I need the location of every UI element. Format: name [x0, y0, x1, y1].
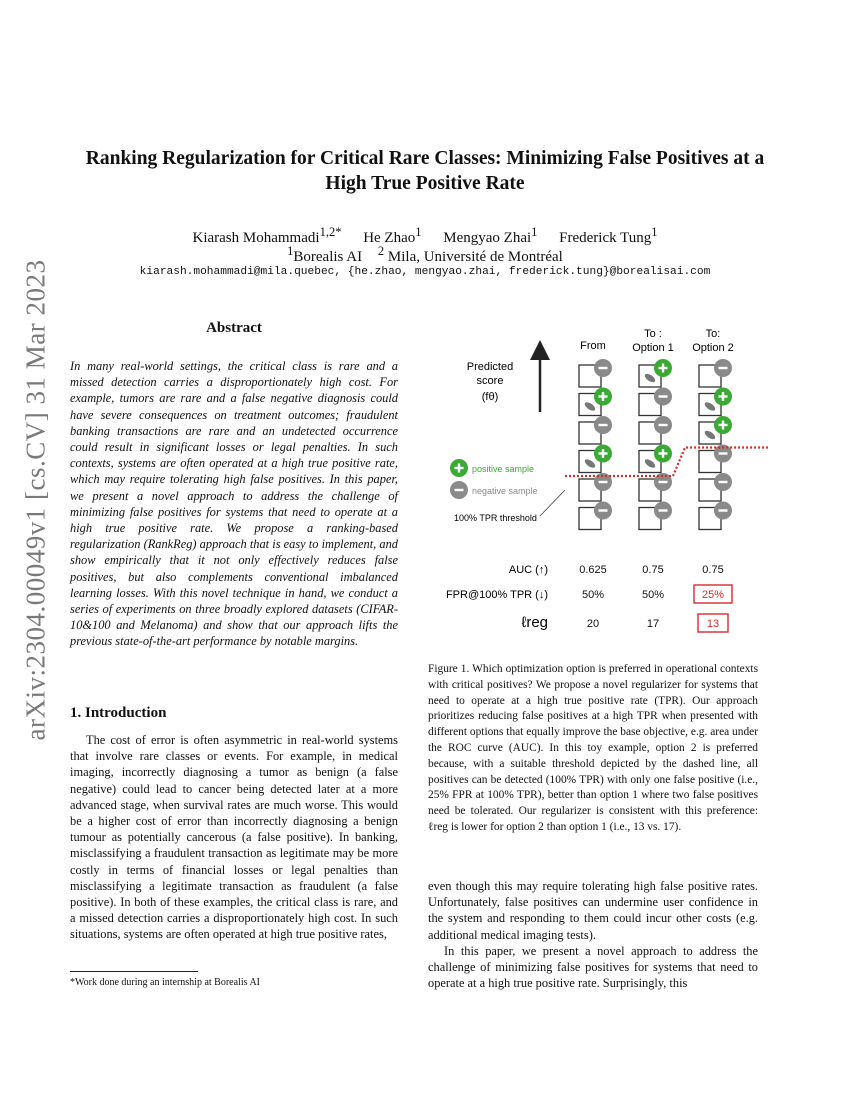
abstract-heading: Abstract — [206, 320, 262, 336]
metric-value: 0.75 — [702, 564, 724, 576]
metric-value: 13 — [706, 618, 720, 630]
ranking-column — [639, 359, 672, 530]
affiliations — [70, 244, 780, 266]
metric-value: 50% — [581, 589, 605, 601]
metric-value: 25% — [701, 589, 725, 601]
metrics-table — [446, 564, 732, 632]
axis-label-line: Predicted — [466, 361, 514, 373]
metric-value: 50% — [641, 589, 665, 601]
figure-1 — [430, 322, 770, 642]
body-paragraph: even though this may require tolerating high false positive rates. Unfortunately, false positives can undermine user confidence in the system and responding to them could incur other costs (e.g. additional medical imaging tests). — [428, 879, 758, 942]
metric-value: 0.75 — [642, 564, 664, 576]
metric-label: FPR@100% TPR (↓) — [445, 589, 548, 601]
axis-label-line: score — [476, 375, 504, 387]
ranking-column — [579, 359, 612, 530]
paper-title: Ranking Regularization for Critical Rare Classes: Minimizing False Positives at a High True Positive Rate — [85, 148, 765, 194]
metric-value: 20 — [586, 618, 600, 630]
section-heading: 1. Introduction — [70, 705, 167, 721]
metric-value: 0.625 — [579, 564, 607, 576]
axis-label-line: (fθ) — [481, 391, 499, 403]
column-header: To: — [705, 328, 721, 340]
legend-negative-label: negative sample — [472, 486, 538, 496]
ranking-columns — [565, 328, 768, 530]
body-paragraph: In this paper, we present a novel approach to address the challenge of minimizing false positives for systems that need to operate at a high true positive rate. Surprisingly, this — [428, 944, 758, 991]
metric-label: AUC (↑) — [508, 564, 548, 576]
threshold-legend-label: 100% TPR threshold — [454, 513, 537, 523]
legend — [450, 459, 538, 499]
threshold-pointer — [540, 490, 565, 516]
author: Frederick Tung$^1$ — [559, 225, 658, 246]
column-header: From — [580, 340, 606, 352]
author: Mengyao Zhai$^1$ — [443, 225, 538, 246]
author-emails: kiarash.mohammadi@mila.quebec, {he.zhao, mengyao.zhai, frederick.tung}@borealisai.com — [139, 266, 711, 278]
arxiv-stamp — [6, 259, 66, 741]
figure-1-graphic — [430, 322, 770, 642]
column-header: Option 1 — [632, 342, 674, 354]
affiliation: $^1$Borealis AI — [287, 244, 363, 265]
column-header: To : — [644, 328, 662, 340]
figure-caption: Figure 1. Which optimization option is preferred in operational contexts with critical positives? We propose a novel regularizer for systems that need to operate at a high true positive rate (TPR). Our approach prioritizes reducing false positives at a high TPR when presented with different options that equally improve the base objective, e.g. area under the ROC curve (AUC). In this toy example, option 2 is preferred because, with a suitable threshold depicted by the dashed line, all positives can be detected (100% TPR) with only one false positive (i.e., 25% FPR at 100% TPR), better than option 1 where two false positives need be tolerated. Our regularizer is consistent with this preference: ℓreg is lower for option 2 than option 1 (i.e., 13 vs. 17). — [428, 663, 758, 833]
footnote: *Work done during an internship at Borealis AI — [70, 977, 260, 988]
legend-positive-label: positive sample — [472, 464, 535, 474]
ranking-column — [699, 359, 732, 530]
metric-value: 17 — [646, 618, 660, 630]
author: He Zhao$^1$ — [363, 225, 422, 246]
arxiv-id: arXiv:2304.00049v1 [cs.CV] 31 Mar 2023 — [20, 259, 51, 741]
metric-label: ℓreg — [521, 614, 548, 631]
abstract-text: In many real-world settings, the critical class is rare and a missed detection carries a disproportionately high cost. For example, tumors are rare and a false negative diagnosis could have severe consequences on treatment outcomes; fraudulent banking transactions are rare and an undetected occurrence could result in significant losses or legal penalties. In such contexts, systems are often operated at a high true positive rate, which may require tolerating high false positives. In this paper, we present a novel approach to address the challenge of minimizing false positives for systems that need to operate at a high true positive rate. We propose a ranking-based regularization (RankReg) approach that is easy to implement, and show empirically that it not only effectively reduces false positives, but also complements conventional imbalanced learning losses. With this novel technique in hand, we conduct a series of experiments on three broadly explored datasets (CIFAR-10&100 and Melanoma) and show that our approach lifts the previous state-of-the-art performance by notable margins. — [70, 359, 398, 649]
affiliation: $^2$ Mila, Université de Montréal — [377, 244, 563, 265]
intro-paragraph: The cost of error is often asymmetric in real-world systems that involve rare classes or events. For example, in medical imaging, incorrectly diagnosing a tumor as benign (a false negative) could lead to cancer being detected later at a more advanced stage, when survival rates are much worse. This would be a higher cost of error than incorrectly diagnosing a benign tumour as potentially cancerous (a false positive). In banking, misclassifying a fraudulent transaction as legitimate may be more costly in terms of financial losses or legal penalties than misclassifying a legitimate transaction as fraudulent (a false positive). In both of these examples, the critical class is rare, and a missed detection carries a disproportionately high cost. In such situations, systems are often operated at high true positive rates, — [70, 733, 398, 942]
column-header: Option 2 — [692, 342, 734, 354]
author: Kiarash Mohammadi$^{1,2*}$ — [192, 225, 342, 246]
footnote-rule — [70, 971, 198, 972]
